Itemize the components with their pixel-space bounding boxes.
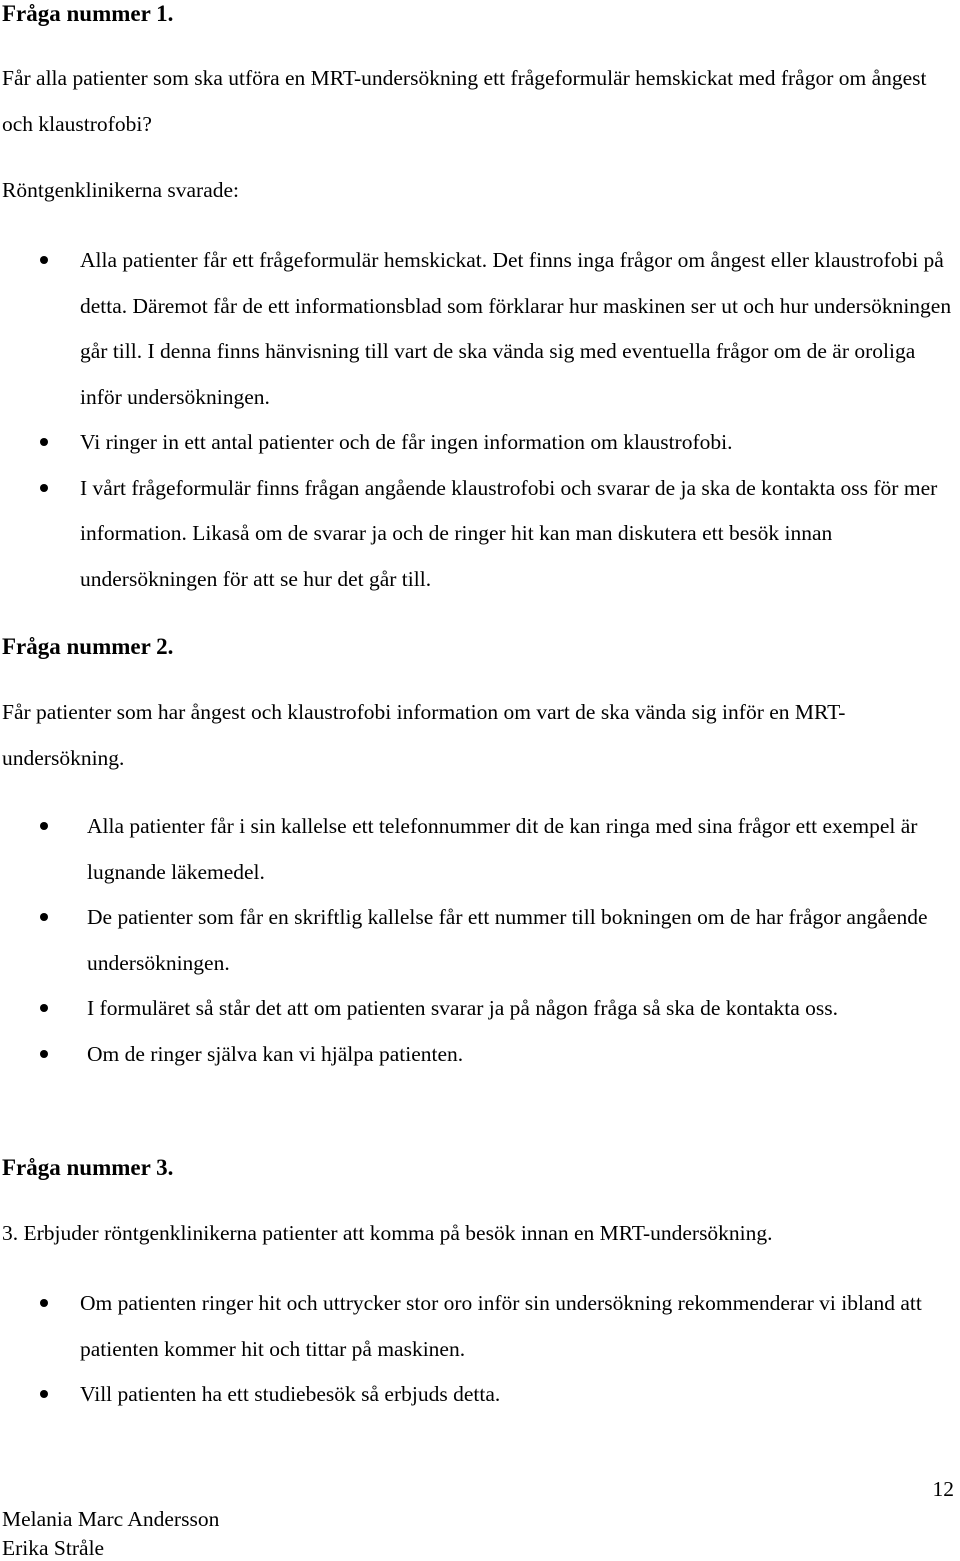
question-3-answers bbox=[80, 1281, 958, 1418]
question-1-text: Får alla patienter som ska utföra en MRT-undersökning ett frågeformulär hemskickat med frågor om ångest och klaustrofobi? bbox=[2, 66, 927, 136]
list-item: I formuläret så står det att om patienten svarar ja på någon fråga så ska de kontakta oss. bbox=[87, 986, 958, 1032]
question-1-heading: Fråga nummer 1. bbox=[2, 1, 174, 26]
question-3-heading: Fråga nummer 3. bbox=[2, 1155, 174, 1180]
question-2-heading: Fråga nummer 2. bbox=[2, 634, 174, 659]
list-item: Vill patienten ha ett studiebesök så erbjuds detta. bbox=[80, 1372, 958, 1418]
list-item: Alla patienter får i sin kallelse ett telefonnummer dit de kan ringa med sina frågor ett exempel är lugnande läkemedel. bbox=[87, 804, 958, 895]
bullet-icon bbox=[40, 913, 48, 921]
bullet-icon bbox=[40, 438, 48, 446]
bullet-icon bbox=[40, 1390, 48, 1398]
question-1-answers bbox=[80, 238, 958, 602]
bullet-icon bbox=[40, 484, 48, 492]
question-2-answers bbox=[87, 804, 958, 1077]
answers-intro: Röntgenklinikerna svarade: bbox=[2, 178, 240, 202]
list-item: Vi ringer in ett antal patienter och de får ingen information om klaustrofobi. bbox=[80, 420, 958, 466]
bullet-icon bbox=[40, 256, 48, 264]
list-item: De patienter som får en skriftlig kallelse får ett nummer till bokningen om de har frågor angående undersökningen. bbox=[87, 895, 958, 986]
author-name: Erika Stråle bbox=[2, 1536, 105, 1560]
bullet-icon bbox=[40, 1299, 48, 1307]
list-item: Alla patienter får ett frågeformulär hemskickat. Det finns inga frågor om ångest eller klaustrofobi på detta. Däremot får de ett informationsblad som förklarar hur maskinen ser ut och hur undersökningen går till. I denna finns hänvisning till vart de ska vända sig med eventuella frågor om de är oroliga inför undersökningen. bbox=[80, 238, 958, 420]
bullet-icon bbox=[40, 822, 48, 830]
list-item: Om patienten ringer hit och uttrycker stor oro inför sin undersökning rekommenderar vi ibland att patienten kommer hit och tittar på maskinen. bbox=[80, 1281, 958, 1372]
list-item: I vårt frågeformulär finns frågan angående klaustrofobi och svarar de ja ska de kontakta oss för mer information. Likaså om de svarar ja och de ringer hit kan man diskutera ett besök innan undersökningen för att se hur det går till. bbox=[80, 466, 958, 603]
question-3-text: 3. Erbjuder röntgenklinikerna patienter att komma på besök innan en MRT-undersökning. bbox=[2, 1221, 773, 1245]
page-number: 12 bbox=[932, 1477, 954, 1501]
bullet-icon bbox=[40, 1004, 48, 1012]
bullet-icon bbox=[40, 1050, 48, 1058]
question-2-text: Får patienter som har ångest och klaustrofobi information om vart de ska vända sig inför en MRT-undersökning. bbox=[2, 700, 846, 770]
list-item: Om de ringer själva kan vi hjälpa patienten. bbox=[87, 1032, 958, 1078]
author-name: Melania Marc Andersson bbox=[2, 1507, 220, 1531]
